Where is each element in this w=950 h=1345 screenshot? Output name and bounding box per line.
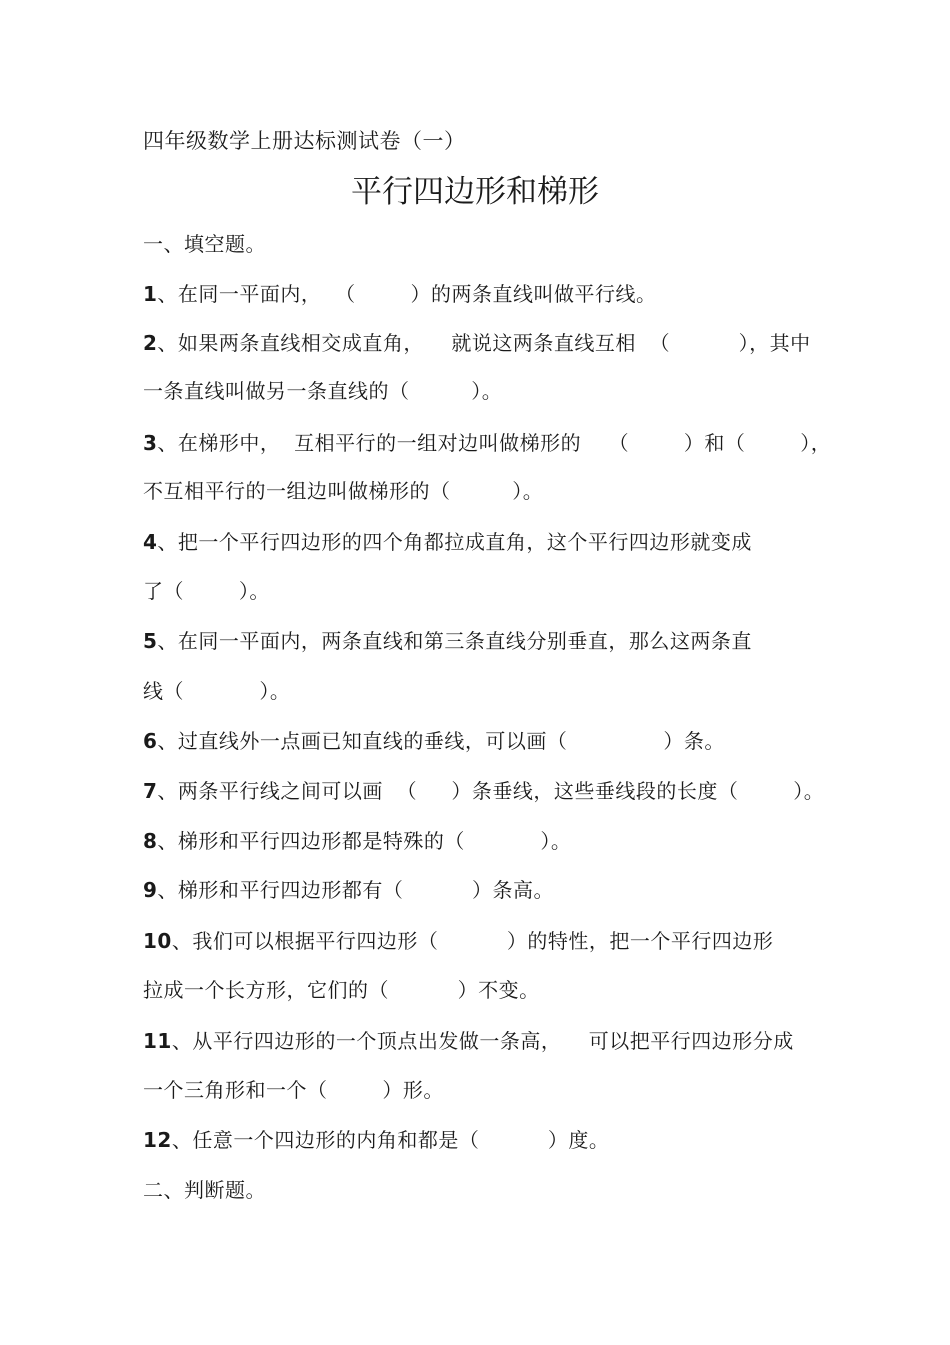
- worksheet-subtitle: 四年级数学上册达标测试卷（一）: [143, 129, 466, 153]
- question-number: 1: [143, 282, 158, 306]
- question-5-continued: 线（ ）。: [143, 679, 291, 703]
- question-text: 、在梯形中， 互相平行的一组对边叫做梯形的 （ ）和（ ），: [157, 431, 832, 455]
- question-text: 、把一个平行四边形的四个角都拉成直角，这个平行四边形就变成: [157, 530, 752, 554]
- question-number: 11: [143, 1029, 172, 1053]
- question-number: 10: [143, 929, 172, 953]
- question-3: [143, 431, 831, 455]
- question-5: [143, 629, 752, 653]
- question-4: [143, 530, 752, 554]
- question-4-continued: 了（ ）。: [143, 579, 270, 603]
- question-text: 、我们可以根据平行四边形（ ）的特性，把一个平行四边形: [171, 929, 774, 953]
- question-number: 12: [143, 1128, 172, 1152]
- question-text: 、在同一平面内， （ ）的两条直线叫做平行线。: [157, 282, 657, 306]
- question-text: 、梯形和平行四边形都有（ ）条高。: [157, 878, 554, 902]
- question-3-continued: 不互相平行的一组边叫做梯形的（ ）。: [143, 479, 544, 503]
- question-10: [143, 929, 773, 953]
- question-number: 3: [143, 431, 158, 455]
- question-number: 8: [143, 829, 158, 853]
- question-10-continued: 拉成一个长方形，它们的（ ）不变。: [143, 978, 540, 1002]
- worksheet-title: 平行四边形和梯形: [351, 174, 599, 210]
- question-number: 5: [143, 629, 158, 653]
- question-11-continued: 一个三角形和一个（ ）形。: [143, 1078, 444, 1102]
- question-number: 6: [143, 729, 158, 753]
- section-heading-true-false: 二、判断题。: [143, 1178, 266, 1202]
- question-number: 4: [143, 530, 158, 554]
- question-2-continued: 一条直线叫做另一条直线的（ ）。: [143, 379, 503, 403]
- question-text: 、如果两条直线相交成直角， 就说这两条直线互相 （ ），其中: [157, 331, 811, 355]
- question-6: [143, 729, 725, 753]
- question-1: [143, 282, 657, 306]
- question-number: 9: [143, 878, 158, 902]
- question-text: 、梯形和平行四边形都是特殊的（ ）。: [157, 829, 572, 853]
- question-text: 、任意一个四边形的内角和都是（ ）度。: [171, 1128, 610, 1152]
- question-text: 、从平行四边形的一个顶点出发做一条高， 可以把平行四边形分成: [171, 1029, 794, 1053]
- question-number: 2: [143, 331, 158, 355]
- question-text: 、在同一平面内，两条直线和第三条直线分别垂直，那么这两条直: [157, 629, 752, 653]
- question-2: [143, 331, 811, 355]
- question-11: [143, 1029, 794, 1053]
- question-text: 、两条平行线之间可以画 （ ）条垂线，这些垂线段的长度（ ）。: [157, 779, 825, 803]
- question-7: [143, 779, 824, 803]
- section-heading-fill-in: 一、填空题。: [143, 232, 266, 256]
- question-text: 、过直线外一点画已知直线的垂线，可以画（ ）条。: [157, 729, 725, 753]
- question-9: [143, 878, 554, 902]
- question-8: [143, 829, 571, 853]
- question-number: 7: [143, 779, 158, 803]
- question-12: [143, 1128, 609, 1152]
